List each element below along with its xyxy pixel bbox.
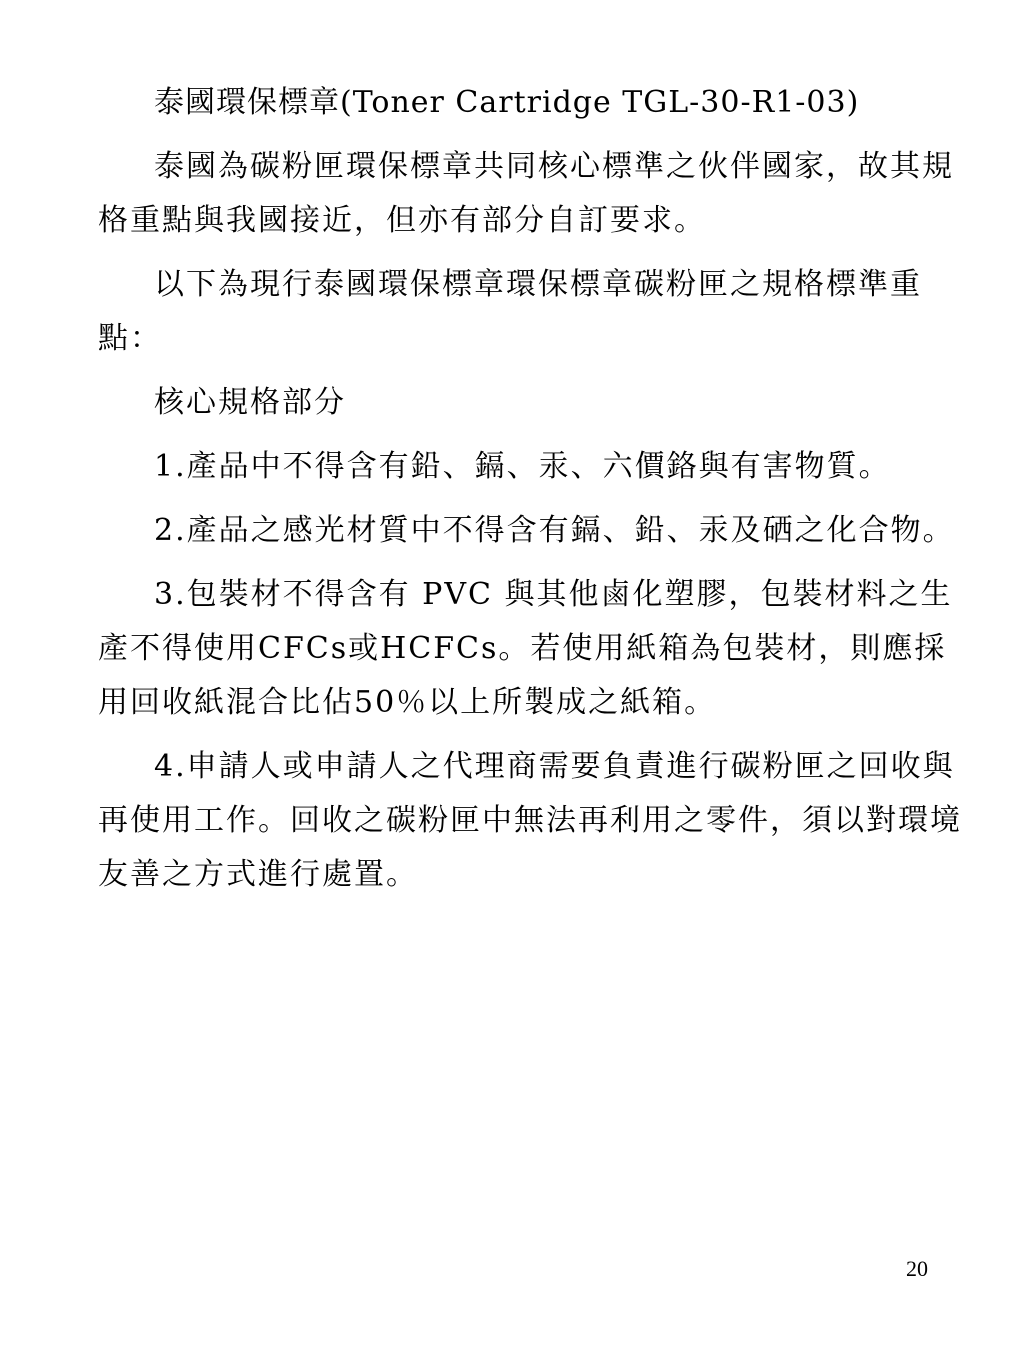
paragraph-standards-intro: 以下為現行泰國環保標章環保標章碳粉匣之規格標準重點： — [98, 267, 922, 356]
section-heading-core-specs: 核心規格部分 — [154, 385, 346, 420]
list-item-2: 2.產品之感光材質中不得含有鎘、鉛、汞及硒之化合物。 — [154, 513, 955, 548]
list-item-4: 4.申請人或申請人之代理商需要負責進行碳粉匣之回收與再使用工作。回收之碳粉匣中無法再利用之零件，須以對環境友善之方式進行處置。 — [98, 749, 962, 892]
document-title: 泰國環保標章(Toner Cartridge TGL-30-R1-03) — [154, 85, 860, 120]
document-body — [98, 76, 978, 912]
page-number: 20 — [906, 1256, 928, 1281]
list-item-1: 1.產品中不得含有鉛、鎘、汞、六價鉻與有害物質。 — [154, 449, 891, 484]
paragraph-intro: 泰國為碳粉匣環保標章共同核心標準之伙伴國家，故其規格重點與我國接近，但亦有部分自訂要求。 — [98, 149, 954, 238]
list-item-3: 3.包裝材不得含有 PVC 與其他鹵化塑膠，包裝材料之生產不得使用CFCs或HCFCs。若使用紙箱為包裝材，則應採用回收紙混合比佔50％以上所製成之紙箱。 — [98, 577, 953, 720]
